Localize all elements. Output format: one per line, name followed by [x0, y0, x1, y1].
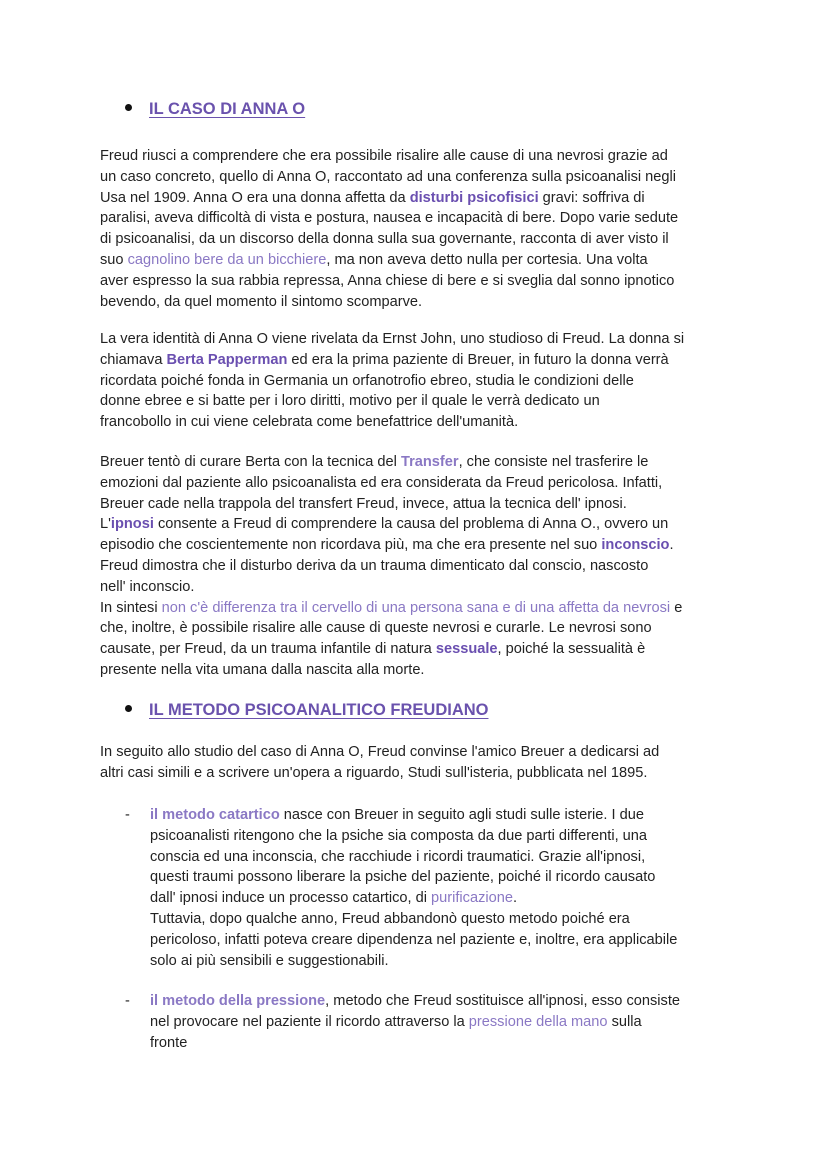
text-line [150, 991, 680, 1012]
text-segment: emozioni dal paziente allo psicoanalista ed era considerata da Freud pericolosa. Infatti, [100, 474, 663, 491]
text-segment: , ma non aveva detto nulla per cortesia. Una volta [326, 251, 648, 268]
text-segment: , che consiste nel trasferire le [458, 454, 649, 470]
text-line [150, 1012, 680, 1033]
text-line [100, 188, 678, 209]
text-line [100, 271, 678, 292]
list-item [150, 991, 680, 1053]
text-segment: . [669, 537, 674, 554]
text-segment: paralisi, aveva difficoltà di vista e postura, nausea e incapacità di bere. Dopo varie sedute [100, 210, 679, 227]
text-line [100, 412, 684, 433]
text-segment: causate, per Freud, da un trauma infantile di natura [100, 641, 436, 658]
text-segment: Breuer tentò di curare Berta con la tecnica del [100, 454, 401, 470]
text-line [100, 535, 682, 556]
text-line [150, 847, 677, 868]
highlighted-text: inconscio [601, 537, 670, 554]
text-segment: nasce con Breuer in seguito agli studi sulle isterie. I due [279, 807, 644, 823]
highlighted-text: sessuale [435, 641, 498, 658]
bullet-icon [125, 705, 132, 712]
text-segment: sulla [607, 1013, 642, 1030]
text-line [100, 208, 678, 229]
text-segment: Breuer cade nella trappola del transfert Freud, invece, attua la tecnica dell' ipnosi. [100, 495, 627, 512]
text-line [100, 494, 682, 515]
text-segment: La vera identità di Anna O viene rivelata da Ernst John, uno studioso di Freud. La donna si [100, 331, 685, 347]
text-line [150, 888, 677, 909]
text-segment: , poiché la sessualità è [497, 641, 646, 658]
text-line [150, 1033, 680, 1054]
text-line [150, 951, 677, 972]
text-segment: e [670, 599, 683, 616]
text-segment: Tuttavia, dopo qualche anno, Freud abbandonò questo metodo poiché era [150, 910, 630, 927]
highlighted-text: pressione della mano [468, 1013, 608, 1030]
text-segment: . [512, 890, 518, 907]
text-segment: gravi: soffriva di [538, 189, 645, 206]
text-line [150, 930, 677, 951]
text-segment: L' [100, 516, 111, 533]
text-line [150, 867, 677, 888]
text-segment: dall' ipnosi induce un processo catartico, di [150, 890, 432, 907]
text-segment: Usa nel 1909. Anna O era una donna affetta da [100, 189, 410, 206]
highlighted-text: il metodo catartico [150, 807, 280, 823]
text-segment: Freud dimostra che il disturbo deriva da un trauma dimenticato dal conscio, nascosto [100, 557, 649, 574]
text-line [100, 618, 682, 639]
text-line [150, 805, 677, 826]
text-segment: consente a Freud di comprendere la causa del problema di Anna O., ovvero un [153, 516, 669, 533]
text-segment: ed era la prima paziente di Breuer, in futuro la donna verrà [287, 351, 669, 368]
text-segment: chiamava [100, 351, 167, 368]
highlighted-text: il metodo della pressione [150, 993, 326, 1009]
text-line [100, 167, 678, 188]
text-line [100, 371, 684, 392]
text-line [100, 329, 684, 350]
text-segment: altri casi simili e a scrivere un'opera a riguardo, Studi sull'isteria, pubblicata nel 1895. [100, 764, 648, 781]
section-heading [125, 100, 305, 119]
text-segment: suo [100, 251, 128, 268]
text-segment: bevendo, da quel momento il sintomo scomparve. [100, 293, 423, 310]
text-line [100, 763, 659, 784]
paragraph [100, 146, 678, 312]
text-line [100, 292, 678, 313]
text-segment: Freud riusci a comprendere che era possibile risalire alle cause di una nevrosi grazie ad [100, 148, 668, 164]
text-line [100, 598, 682, 619]
text-segment: episodio che coscientemente non ricordava più, ma che era presente nel suo [100, 537, 602, 554]
list-dash: - [125, 993, 130, 1009]
text-segment: nell' inconscio. [100, 578, 195, 595]
text-line [100, 229, 678, 250]
text-segment: un caso concreto, quello di Anna O, raccontato ad una conferenza sulla psicoanalisi negli [100, 168, 677, 185]
heading-text: IL METODO PSICOANALITICO FREUDIANO [149, 701, 489, 719]
highlighted-text: non c'è differenza tra il cervello di una persona sana e di una affetta da nevrosi [161, 599, 671, 616]
text-line [100, 350, 684, 371]
highlighted-text: ipnosi [110, 516, 154, 533]
text-line [100, 146, 678, 167]
highlighted-text: cagnolino bere da un bicchiere [127, 251, 327, 268]
text-segment: In sintesi [100, 599, 162, 616]
highlighted-text: Transfer [400, 454, 459, 470]
text-segment: fronte [150, 1034, 188, 1051]
text-segment: presente nella vita umana dalla nascita alla morte. [100, 661, 425, 678]
text-segment: In seguito allo studio del caso di Anna O, Freud convinse l'amico Breuer a dedicarsi ad [100, 744, 660, 760]
text-segment: conscia ed una inconscia, che racchiude i ricordi traumatici. Grazie all'ipnosi, [150, 848, 646, 865]
list-item [150, 805, 677, 971]
section-heading [125, 701, 488, 720]
highlighted-text: disturbi psicofisici [409, 189, 539, 206]
text-line [100, 556, 682, 577]
text-segment: donne ebree e si batte per i loro diritti, motivo per il quale le verrà dedicato un [100, 393, 600, 410]
bullet-icon [125, 104, 132, 111]
paragraph [100, 452, 682, 681]
text-line [150, 826, 677, 847]
text-segment: ricordata poiché fonda in Germania un orfanotrofio ebreo, studia le condizioni delle [100, 372, 634, 389]
text-line [100, 660, 682, 681]
text-segment: questi traumi possono liberare la psiche del paziente, poiché il ricordo causato [150, 869, 656, 886]
heading-text: IL CASO DI ANNA O [149, 100, 306, 118]
text-segment: francobollo in cui viene celebrata come benefattrice dell'umanità. [100, 414, 519, 431]
text-line [100, 391, 684, 412]
text-segment: nel provocare nel paziente il ricordo attraverso la [150, 1013, 469, 1030]
paragraph [100, 329, 684, 433]
paragraph [100, 742, 659, 784]
text-segment: solo ai più sensibili e suggestionabili. [150, 952, 389, 969]
text-segment: , metodo che Freud sostituisce all'ipnosi, esso consiste [325, 993, 681, 1009]
text-line [150, 909, 677, 930]
text-line [100, 452, 682, 473]
list-dash: - [125, 807, 130, 823]
highlighted-text: Berta Papperman [166, 351, 288, 368]
text-segment: aver espresso la sua rabbia repressa, Anna chiese di bere e si sveglia dal sonno ipnotico [100, 272, 675, 289]
text-line [100, 639, 682, 660]
text-line [100, 514, 682, 535]
highlighted-text: purificazione [431, 890, 513, 907]
text-line [100, 742, 659, 763]
text-segment: di psicoanalisi, da un discorso della donna sulla sua governante, racconta di aver visto il [100, 231, 669, 248]
text-segment: psicoanalisti ritengono che la psiche sia composta da due parti differenti, una [150, 827, 648, 844]
text-line [100, 250, 678, 271]
text-line [100, 473, 682, 494]
text-line [100, 577, 682, 598]
text-segment: che, inoltre, è possibile risalire alle cause di queste nevrosi e curarle. Le nevrosi sono [100, 620, 652, 637]
text-segment: pericoloso, infatti poteva creare dipendenza nel paziente e, inoltre, era applicabile [150, 931, 678, 948]
